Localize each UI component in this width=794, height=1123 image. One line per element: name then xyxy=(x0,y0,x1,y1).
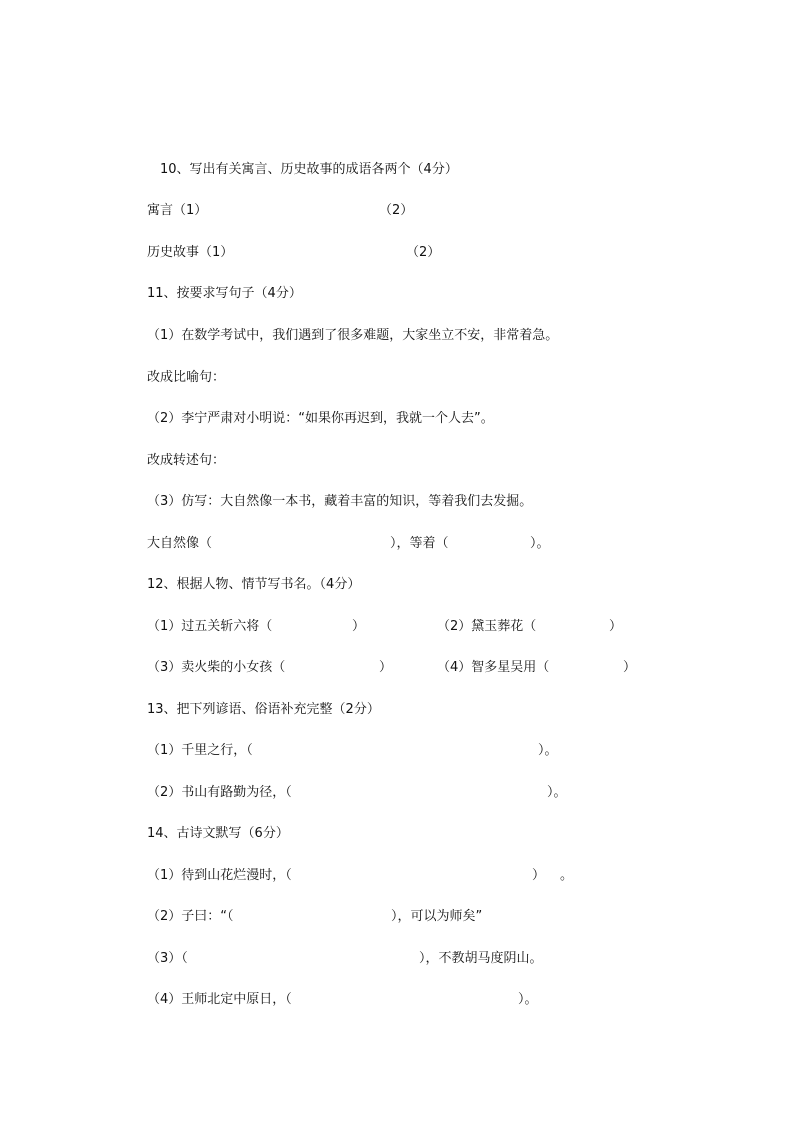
q11-item-3: （3）仿写：大自然像一本书，藏着丰富的知识，等着我们去发掘。 xyxy=(147,494,533,509)
q10-history-blank-1: 历史故事（1） xyxy=(147,245,234,260)
q12-item-1-close: ） xyxy=(352,619,366,634)
q14-item-4-part-b: ）。 xyxy=(518,992,538,1007)
q14-item-3-part-a: （3）（ xyxy=(147,951,188,966)
q13-item-2-part-b: ）。 xyxy=(547,785,567,800)
q14-title: 14、古诗文默写（6分） xyxy=(147,826,289,841)
q14-item-2-part-a: （2）子曰：“（ xyxy=(147,909,234,924)
q12-item-3: （3）卖火柴的小女孩（ xyxy=(147,660,286,675)
q13-item-1-part-a: （1）千里之行，（ xyxy=(147,743,253,758)
q11-item-3-part-a: 大自然像（ xyxy=(147,536,213,551)
q10-title: 10、写出有关寓言、历史故事的成语各两个（4分） xyxy=(160,162,458,177)
q11-item-3-part-c: ）。 xyxy=(530,536,550,551)
q12-item-2: （2）黛玉葬花（ xyxy=(437,619,537,634)
q13-item-2-part-a: （2）书山有路勤为径，（ xyxy=(147,785,292,800)
q11-title: 11、按要求写句子（4分） xyxy=(147,286,302,301)
q14-item-1-part-a: （1）待到山花烂漫时，（ xyxy=(147,868,292,883)
q12-item-3-close: ） xyxy=(379,660,393,675)
q13-item-1-part-b: ）。 xyxy=(538,743,558,758)
q11-item-1: （1）在数学考试中，我们遇到了很多难题，大家坐立不安，非常着急。 xyxy=(147,328,559,343)
q14-item-1-part-c: 。 xyxy=(560,868,574,883)
q11-item-2-instruction: 改成转述句： xyxy=(147,453,226,468)
q10-history-blank-2: （2） xyxy=(406,245,441,260)
q14-item-4-part-a: （4）王师北定中原日，（ xyxy=(147,992,292,1007)
q12-title: 12、根据人物、情节写书名。（4分） xyxy=(147,577,361,592)
q12-item-4-close: ） xyxy=(623,660,637,675)
q10-fable-blank-2: （2） xyxy=(379,203,414,218)
q12-item-4: （4）智多星吴用（ xyxy=(437,660,550,675)
q11-item-1-instruction: 改成比喻句： xyxy=(147,370,226,385)
q13-title: 13、把下列谚语、俗语补充完整（2分） xyxy=(147,702,380,717)
q14-item-3-part-b: ），不教胡马度阴山。 xyxy=(419,951,543,966)
q11-item-2: （2）李宁严肃对小明说：“如果你再迟到，我就一个人去”。 xyxy=(147,411,494,426)
q10-fable-blank-1: 寓言（1） xyxy=(147,203,208,218)
q12-item-2-close: ） xyxy=(609,619,623,634)
q12-item-1: （1）过五关斩六将（ xyxy=(147,619,273,634)
q14-item-1-part-b: ） xyxy=(532,868,546,883)
q11-item-3-part-b: ），等着（ xyxy=(390,536,449,551)
q14-item-2-part-b: ），可以为师矣” xyxy=(391,909,483,924)
